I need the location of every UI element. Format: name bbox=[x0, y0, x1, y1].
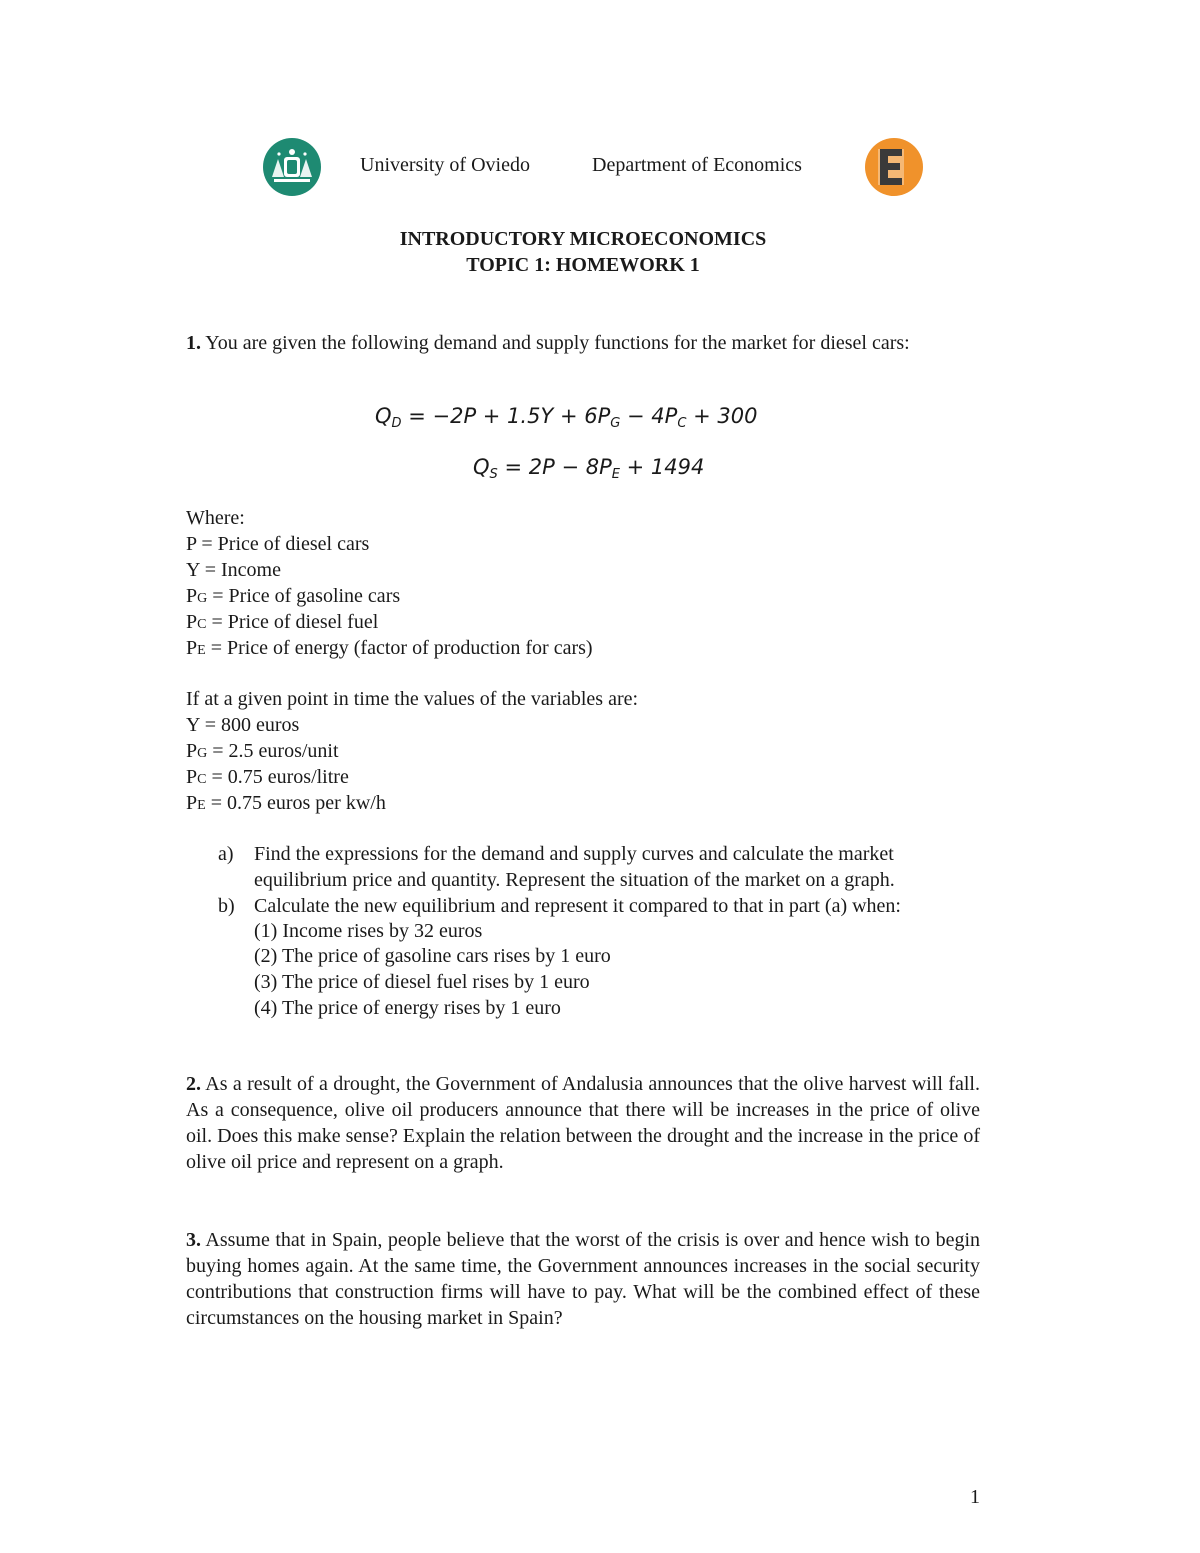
value-income: Y = 800 euros bbox=[186, 714, 300, 736]
value-fuel-price: PC = 0.75 euros/litre bbox=[186, 766, 349, 788]
supply-equation: $Q_S = 2P - 8P_E + 1494$ bbox=[473, 455, 705, 482]
demand-equation: $Q_D = -2P + 1.5Y + 6P_G - 4P_C + 300$ bbox=[375, 404, 758, 431]
part-b-item-1: (1) Income rises by 32 euros bbox=[254, 920, 483, 942]
part-a-text: Find the expressions for the demand and supply curves and calculate the market equilibrium price and quantity. Represent the situation of the market on a graph. bbox=[254, 843, 895, 891]
question-2-number: 2. bbox=[186, 1073, 201, 1095]
value-energy-price: PE = 0.75 euros per kw/h bbox=[186, 792, 386, 814]
question-3 bbox=[186, 1227, 980, 1331]
values-intro: If at a given point in time the values of the variables are: bbox=[186, 688, 639, 710]
definition-energy-price: PE = Price of energy (factor of production for cars) bbox=[186, 637, 593, 659]
course-title: INTRODUCTORY MICROECONOMICS bbox=[399, 228, 767, 250]
definition-gasoline-price: PG = Price of gasoline cars bbox=[186, 585, 401, 607]
part-b-item-4: (4) The price of energy rises by 1 euro bbox=[254, 997, 561, 1019]
university-name: University of Oviedo bbox=[360, 154, 530, 176]
where-label: Where: bbox=[186, 507, 245, 529]
question-2 bbox=[186, 1071, 980, 1175]
part-a-label: a) bbox=[218, 843, 234, 865]
part-b-item-3: (3) The price of diesel fuel rises by 1 euro bbox=[254, 971, 590, 993]
value-gasoline-price: PG = 2.5 euros/unit bbox=[186, 740, 339, 762]
definition-fuel-price: PC = Price of diesel fuel bbox=[186, 611, 379, 633]
question-3-number: 3. bbox=[186, 1229, 201, 1251]
question-1-text: You are given the following demand and supply functions for the market for diesel cars: bbox=[205, 332, 910, 354]
question-2-text: As a result of a drought, the Government of Andalusia announces that the olive harvest will fall. As a consequence, olive oil producers announce that there will be increases in the price of olive oil. Does this make sense? Explain the relation between the drought and the increase in the price of olive oil price and represent on a graph. bbox=[186, 1073, 980, 1173]
part-b-label: b) bbox=[218, 895, 235, 917]
part-b-text: Calculate the new equilibrium and represent it compared to that in part (a) when: bbox=[254, 895, 901, 917]
department-name: Department of Economics bbox=[592, 154, 802, 176]
question-3-text: Assume that in Spain, people believe that the worst of the crisis is over and hence wish to begin buying homes again. At the same time, the Government announces increases in the social security contributions that construction firms will have to pay. What will be the combined effect of these circumstances on the housing market in Spain? bbox=[186, 1229, 981, 1329]
page-number: 1 bbox=[970, 1486, 980, 1508]
question-1-number: 1. bbox=[186, 332, 201, 354]
university-seal-logo bbox=[262, 137, 322, 197]
part-b-item-2: (2) The price of gasoline cars rises by 1 euro bbox=[254, 945, 611, 967]
homework-title: TOPIC 1: HOMEWORK 1 bbox=[466, 254, 700, 276]
definition-price: P = Price of diesel cars bbox=[186, 533, 370, 555]
economics-department-logo bbox=[860, 137, 924, 197]
question-1-intro bbox=[186, 330, 980, 356]
definition-income: Y = Income bbox=[186, 559, 281, 581]
